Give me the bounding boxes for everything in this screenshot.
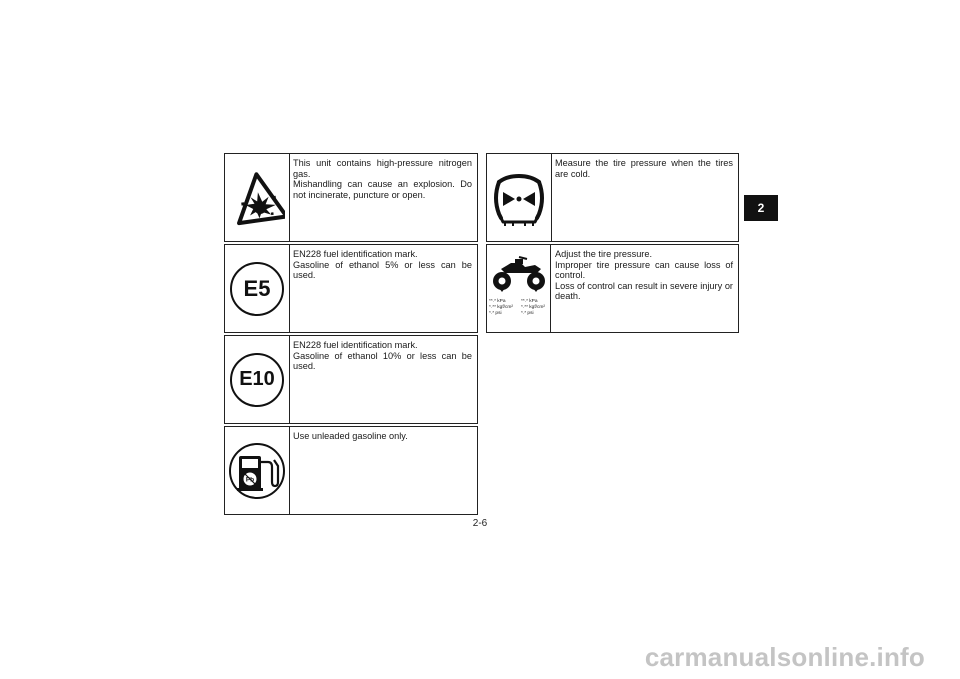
label-line: Loss of control can result in severe injury or death. (555, 280, 733, 302)
pressure-value: **.* kPa (521, 299, 538, 304)
label-text (552, 245, 738, 332)
label-line: Use unleaded gasoline only. (293, 431, 408, 441)
svg-text:Pb: Pb (245, 476, 255, 483)
label-text (290, 245, 477, 332)
e5-icon-text: E5 (243, 275, 271, 301)
label-unleaded-fuel (224, 426, 478, 515)
label-line: Adjust the tire pressure. (555, 249, 653, 259)
pressure-value: *.** kgf/cm² (489, 305, 513, 310)
label-tire-pressure-adjust (486, 244, 739, 333)
label-e5-fuel (224, 244, 478, 333)
icon-cell (487, 154, 552, 241)
atv-tire-pressure-icon (489, 255, 549, 293)
icon-cell (487, 245, 551, 332)
icon-cell (225, 427, 290, 514)
page-number: 2-6 (472, 518, 488, 529)
label-line: Mishandling can cause an explosion. Do not incinerate, puncture or open. (293, 179, 472, 200)
label-text (290, 336, 477, 423)
pressure-value: *.** kgf/cm² (521, 305, 545, 310)
label-text (290, 154, 477, 241)
unleaded-fuel-pump-icon (228, 442, 286, 500)
icon-cell (225, 154, 290, 241)
label-line: This unit contains high-pressure nitrogen gas. (293, 158, 472, 179)
e10-icon-text: E10 (239, 368, 275, 390)
label-line: Gasoline of ethanol 5% or less can be used. (293, 259, 472, 281)
label-e10-fuel (224, 335, 478, 424)
label-text (290, 427, 477, 514)
e5-fuel-mark-icon (230, 262, 284, 316)
icon-cell (225, 336, 290, 423)
pressure-value: **.* kPa (489, 299, 506, 304)
label-text (552, 154, 738, 241)
pressure-value: *.* psi (489, 311, 502, 316)
e10-fuel-mark-icon (230, 353, 284, 407)
watermark: carmanualsonline.info (644, 642, 925, 672)
label-line: EN228 fuel identification mark. (293, 340, 418, 350)
label-line: Measure the tire pressure when the tires are cold. (555, 158, 733, 179)
label-line: EN228 fuel identification mark. (293, 249, 418, 259)
label-line: Gasoline of ethanol 10% or less can be used. (293, 350, 472, 372)
pressure-col-rear (489, 299, 521, 317)
label-line: Improper tire pressure can cause loss of control. (555, 259, 733, 281)
tire-pressure-cold-icon (489, 168, 549, 228)
pressure-value: *.* psi (521, 311, 534, 316)
chapter-tab: 2 (744, 195, 778, 221)
label-explosion-warning (224, 153, 478, 242)
icon-cell (225, 245, 290, 332)
pressure-col-front (521, 299, 553, 317)
label-tire-pressure-cold (486, 153, 739, 242)
explosion-warning-icon (229, 170, 285, 226)
